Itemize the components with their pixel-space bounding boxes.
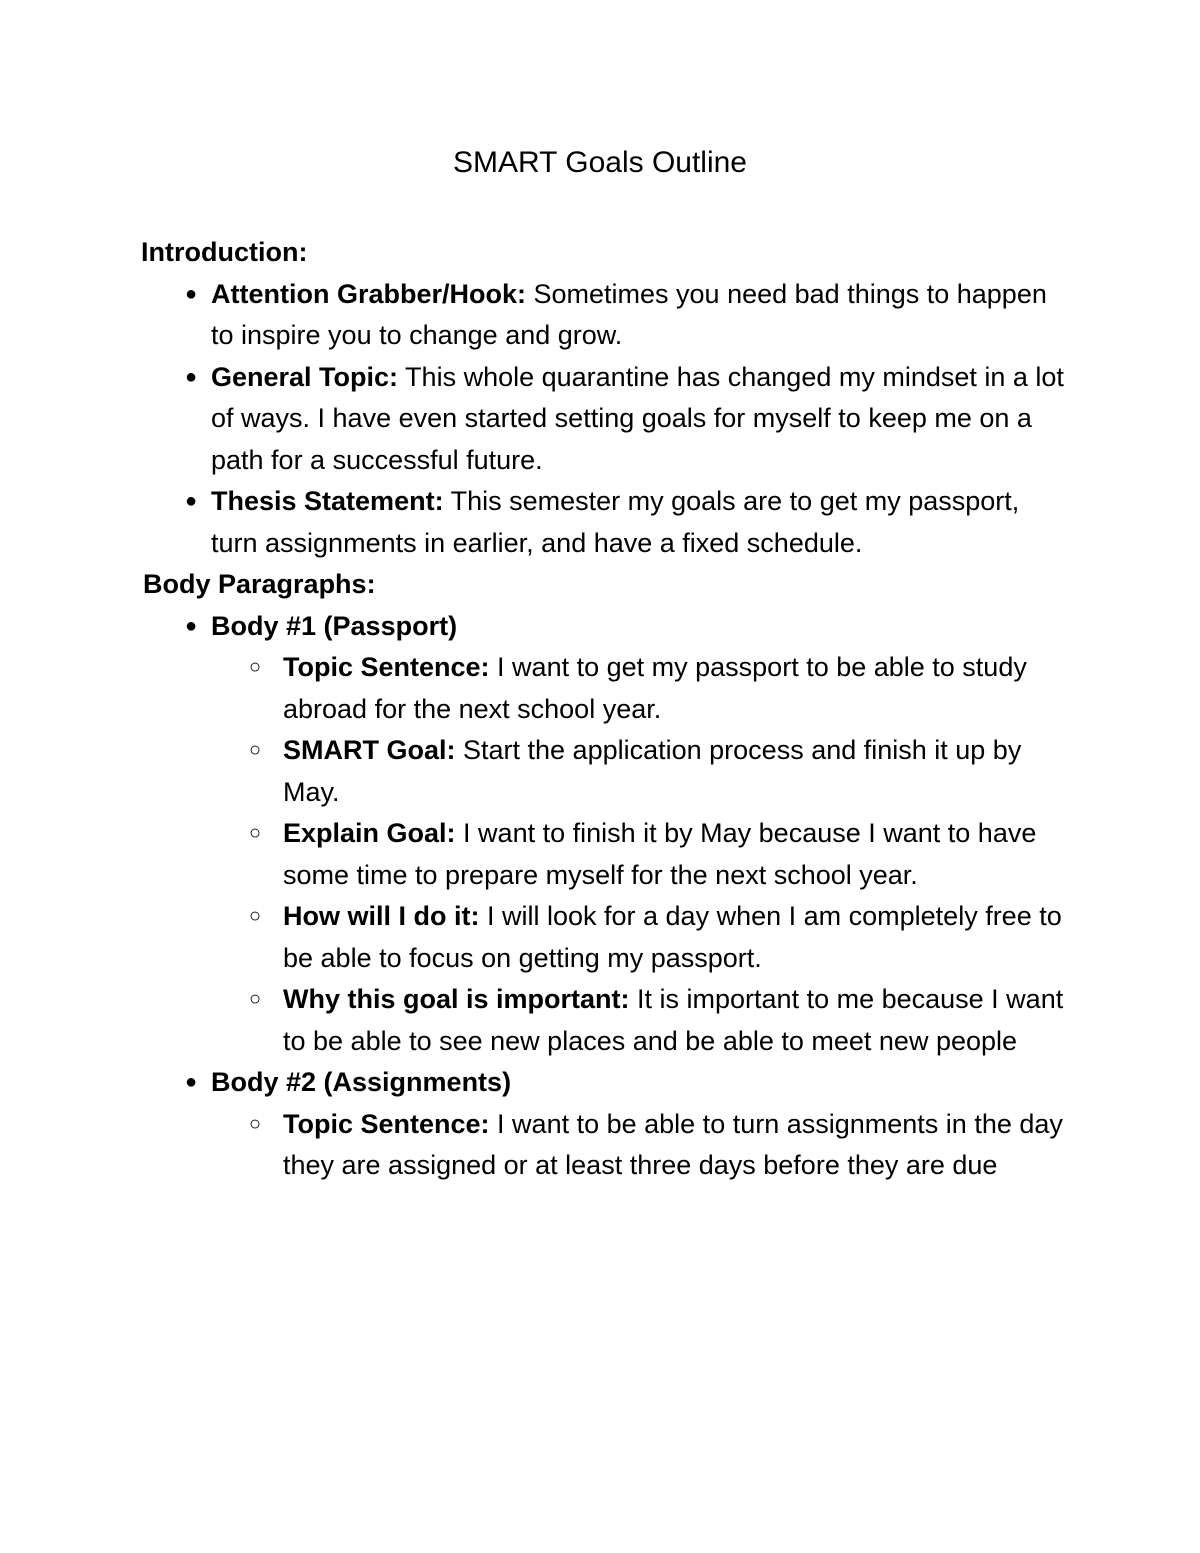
item-text: This whole quarantine has changed my mindset in a lot of ways. I have even started setting goals for myself to keep me on a path for a successful future. [211, 361, 1064, 475]
hollow-bullet-icon: ○ [248, 822, 262, 844]
item-label: Topic Sentence: [283, 1108, 490, 1139]
item-label: Thesis Statement: [211, 486, 444, 516]
body-2-title: Body #2 (Assignments) [211, 1067, 512, 1097]
item-label: Topic Sentence: [283, 652, 490, 682]
item-text: Sometimes you need bad things to happen to inspire you to change and grow. [211, 278, 1047, 350]
item-text: I will look for a day when I am completely free to be able to focus on getting my passport. [283, 901, 1062, 973]
list-item [141, 274, 1071, 357]
filled-bullet-icon: ● [184, 490, 198, 512]
body-paragraphs-heading: Body Paragraphs: [143, 569, 376, 599]
sub-list-item [211, 979, 1071, 1062]
sub-list-item [211, 813, 1071, 896]
hollow-bullet-icon: ○ [248, 905, 262, 927]
list-item-body-2 [141, 1062, 1071, 1187]
hollow-bullet-icon: ○ [248, 656, 262, 678]
list-item-body-1 [141, 606, 1071, 1063]
item-label: Why this goal is important: [283, 984, 630, 1014]
introduction-heading: Introduction: [141, 237, 308, 267]
sub-list-item [211, 1104, 1071, 1187]
item-text: This semester my goals are to get my passport, turn assignments in earlier, and have a fixed schedule. [211, 486, 1020, 558]
item-text: I want to finish it by May because I want to have some time to prepare myself for the next school year. [283, 818, 1037, 890]
filled-bullet-icon: ● [184, 282, 198, 305]
item-label: SMART Goal: [283, 735, 456, 765]
item-label: General Topic: [211, 361, 399, 392]
outline-content [141, 232, 1071, 1187]
item-label: Explain Goal: [283, 818, 456, 848]
list-item [141, 357, 1071, 482]
body-paragraphs-list [141, 606, 1071, 1187]
page-title: SMART Goals Outline [452, 146, 747, 179]
item-text: I want to get my passport to be able to study abroad for the next school year. [283, 652, 1027, 724]
item-label: Attention Grabber/Hook: [211, 278, 526, 309]
filled-bullet-icon: ● [184, 614, 198, 637]
introduction-list [141, 274, 1071, 565]
body-1-sublist [211, 647, 1071, 1062]
sub-list-item [211, 896, 1071, 979]
hollow-bullet-icon: ○ [248, 1112, 262, 1135]
filled-bullet-icon: ● [184, 365, 198, 388]
list-item [141, 481, 1071, 564]
filled-bullet-icon: ● [184, 1071, 198, 1093]
hollow-bullet-icon: ○ [248, 988, 262, 1010]
hollow-bullet-icon: ○ [248, 739, 262, 761]
sub-list-item [211, 647, 1071, 730]
sub-list-item [211, 730, 1071, 813]
item-text: Start the application process and finish it up by May. [283, 735, 1022, 807]
item-text: I want to be able to turn assignments in the day they are assigned or at least three days before they are due [283, 1108, 1063, 1180]
item-text: It is important to me because I want to be able to see new places and be able to meet new people [283, 984, 1064, 1056]
body-1-title: Body #1 (Passport) [211, 610, 458, 641]
item-label: How will I do it: [283, 901, 480, 931]
body-2-sublist [211, 1104, 1071, 1187]
